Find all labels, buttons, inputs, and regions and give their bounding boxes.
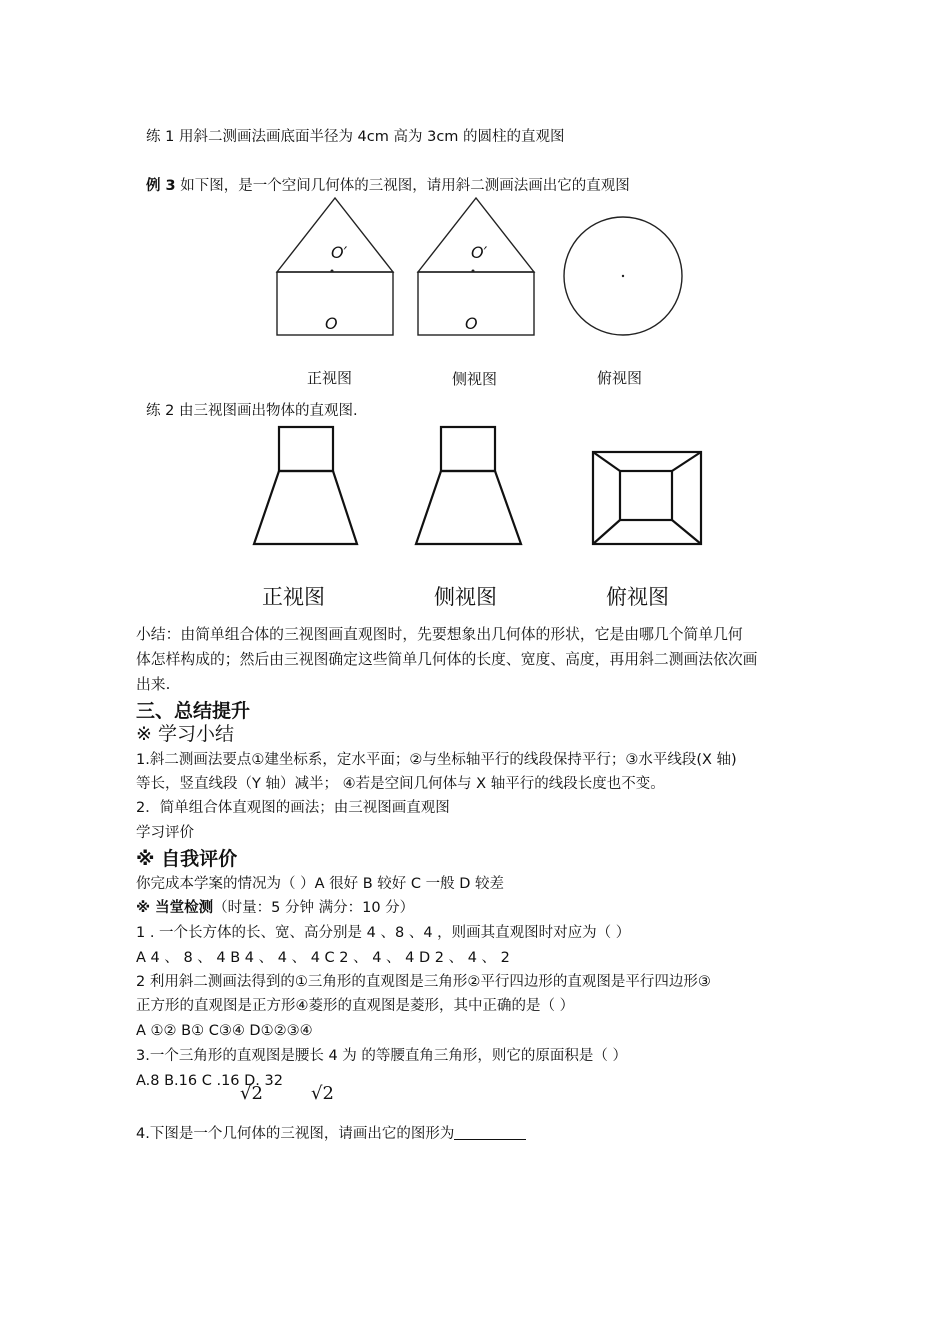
summary-line-3: 出来. [136,676,171,693]
question-4-text: 4.下图是一个几何体的三视图，请画出它的图形为 [136,1126,455,1142]
exercise-2: 练 2 由三视图画出物体的直观图. [146,403,358,419]
self-evaluation-question: 你完成本学案的情况为（ ）A 很好 B 较好 C 一般 D 较差 [136,876,505,892]
question-2-line-a: 2 利用斜二测画法得到的①三角形的直观图是三角形②平行四边形的直观图是平行四边形③ [136,974,711,990]
side-view-o: O [465,314,478,333]
sqrt2-c: √2 [240,1083,263,1104]
evaluation-label: 学习评价 [136,825,194,841]
point-1-line-a: 1.斜二测画法要点①建坐标系，定水平面；②与坐标轴平行的线段保持平行；③水平线段(X 轴) [136,752,737,768]
exercise-1: 练 1 用斜二测画法画底面半径为 4cm 高为 3cm 的圆柱的直观图 [146,129,565,145]
figure-1-top-view [564,217,682,335]
example-3-text: 如下图，是一个空间几何体的三视图，请用斜二测画法画出它的直观图 [175,178,630,194]
point-2: 2．简单组合体直观图的画法；由三视图画直观图 [136,800,450,816]
sqrt2-d: √2 [311,1083,334,1104]
answer-blank[interactable] [454,1125,526,1140]
quiz-header [136,898,414,918]
fig2-front-label: 正视图 [262,585,325,609]
front-view-o-prime: O′ [331,243,348,262]
figure-2-side-view [416,427,521,544]
fig1-front-label: 正视图 [307,369,353,387]
question-3-options: A.8 B.16 C .16 D. 32 [136,1073,283,1089]
figure-2-front-view [254,427,357,544]
question-4 [136,1124,526,1144]
front-view-o: O [325,314,338,333]
summary-line-2: 体怎样构成的；然后由三视图确定这些简单几何体的长度、宽度、高度，再用斜二测画法依次画 [136,651,758,668]
fig1-side-label: 侧视图 [452,370,498,388]
fig1-top-label: 俯视图 [597,369,643,387]
self-evaluation-heading: ※ 自我评价 [136,848,238,870]
example-3 [146,176,630,196]
quiz-meta: （时量：5 分钟 满分：10 分） [213,900,415,916]
section-3-heading: 三、总结提升 [136,700,251,722]
fig2-side-label: 侧视图 [434,585,497,609]
point-1-line-b: 等长，竖直线段（Y 轴）减半； ④若是空间几何体与 X 轴平行的线段长度也不变。 [136,776,665,792]
fig2-top-label: 俯视图 [606,585,669,609]
question-1: 1 . 一个长方体的长、宽、高分别是 4 、8 、4 ，则画其直观图时对应为（ ） [136,925,631,941]
question-3: 3.一个三角形的直观图是腰长 4 为 的等腰直角三角形，则它的原面积是（ ） [136,1048,627,1064]
summary-line-1: 小结：由简单组合体的三视图画直观图时，先要想象出几何体的形状，它是由哪几个简单几何 [136,626,743,643]
example-3-label: 例 3 [146,178,176,194]
quiz-title: ※ 当堂检测 [136,900,214,916]
question-2-line-b: 正方形的直观图是正方形④菱形的直观图是菱形，其中正确的是（ ） [136,998,575,1014]
figure-2-top-view [593,452,701,544]
question-2-options: A ①② B① C③④ D①②③④ [136,1023,313,1039]
question-1-options: A 4 、 8 、 4 B 4 、 4 、 4 C 2 、 4 、 4 D 2 、 4 、 2 [136,950,510,966]
side-view-o-prime: O′ [471,243,488,262]
study-summary-heading: ※ 学习小结 [136,723,234,745]
